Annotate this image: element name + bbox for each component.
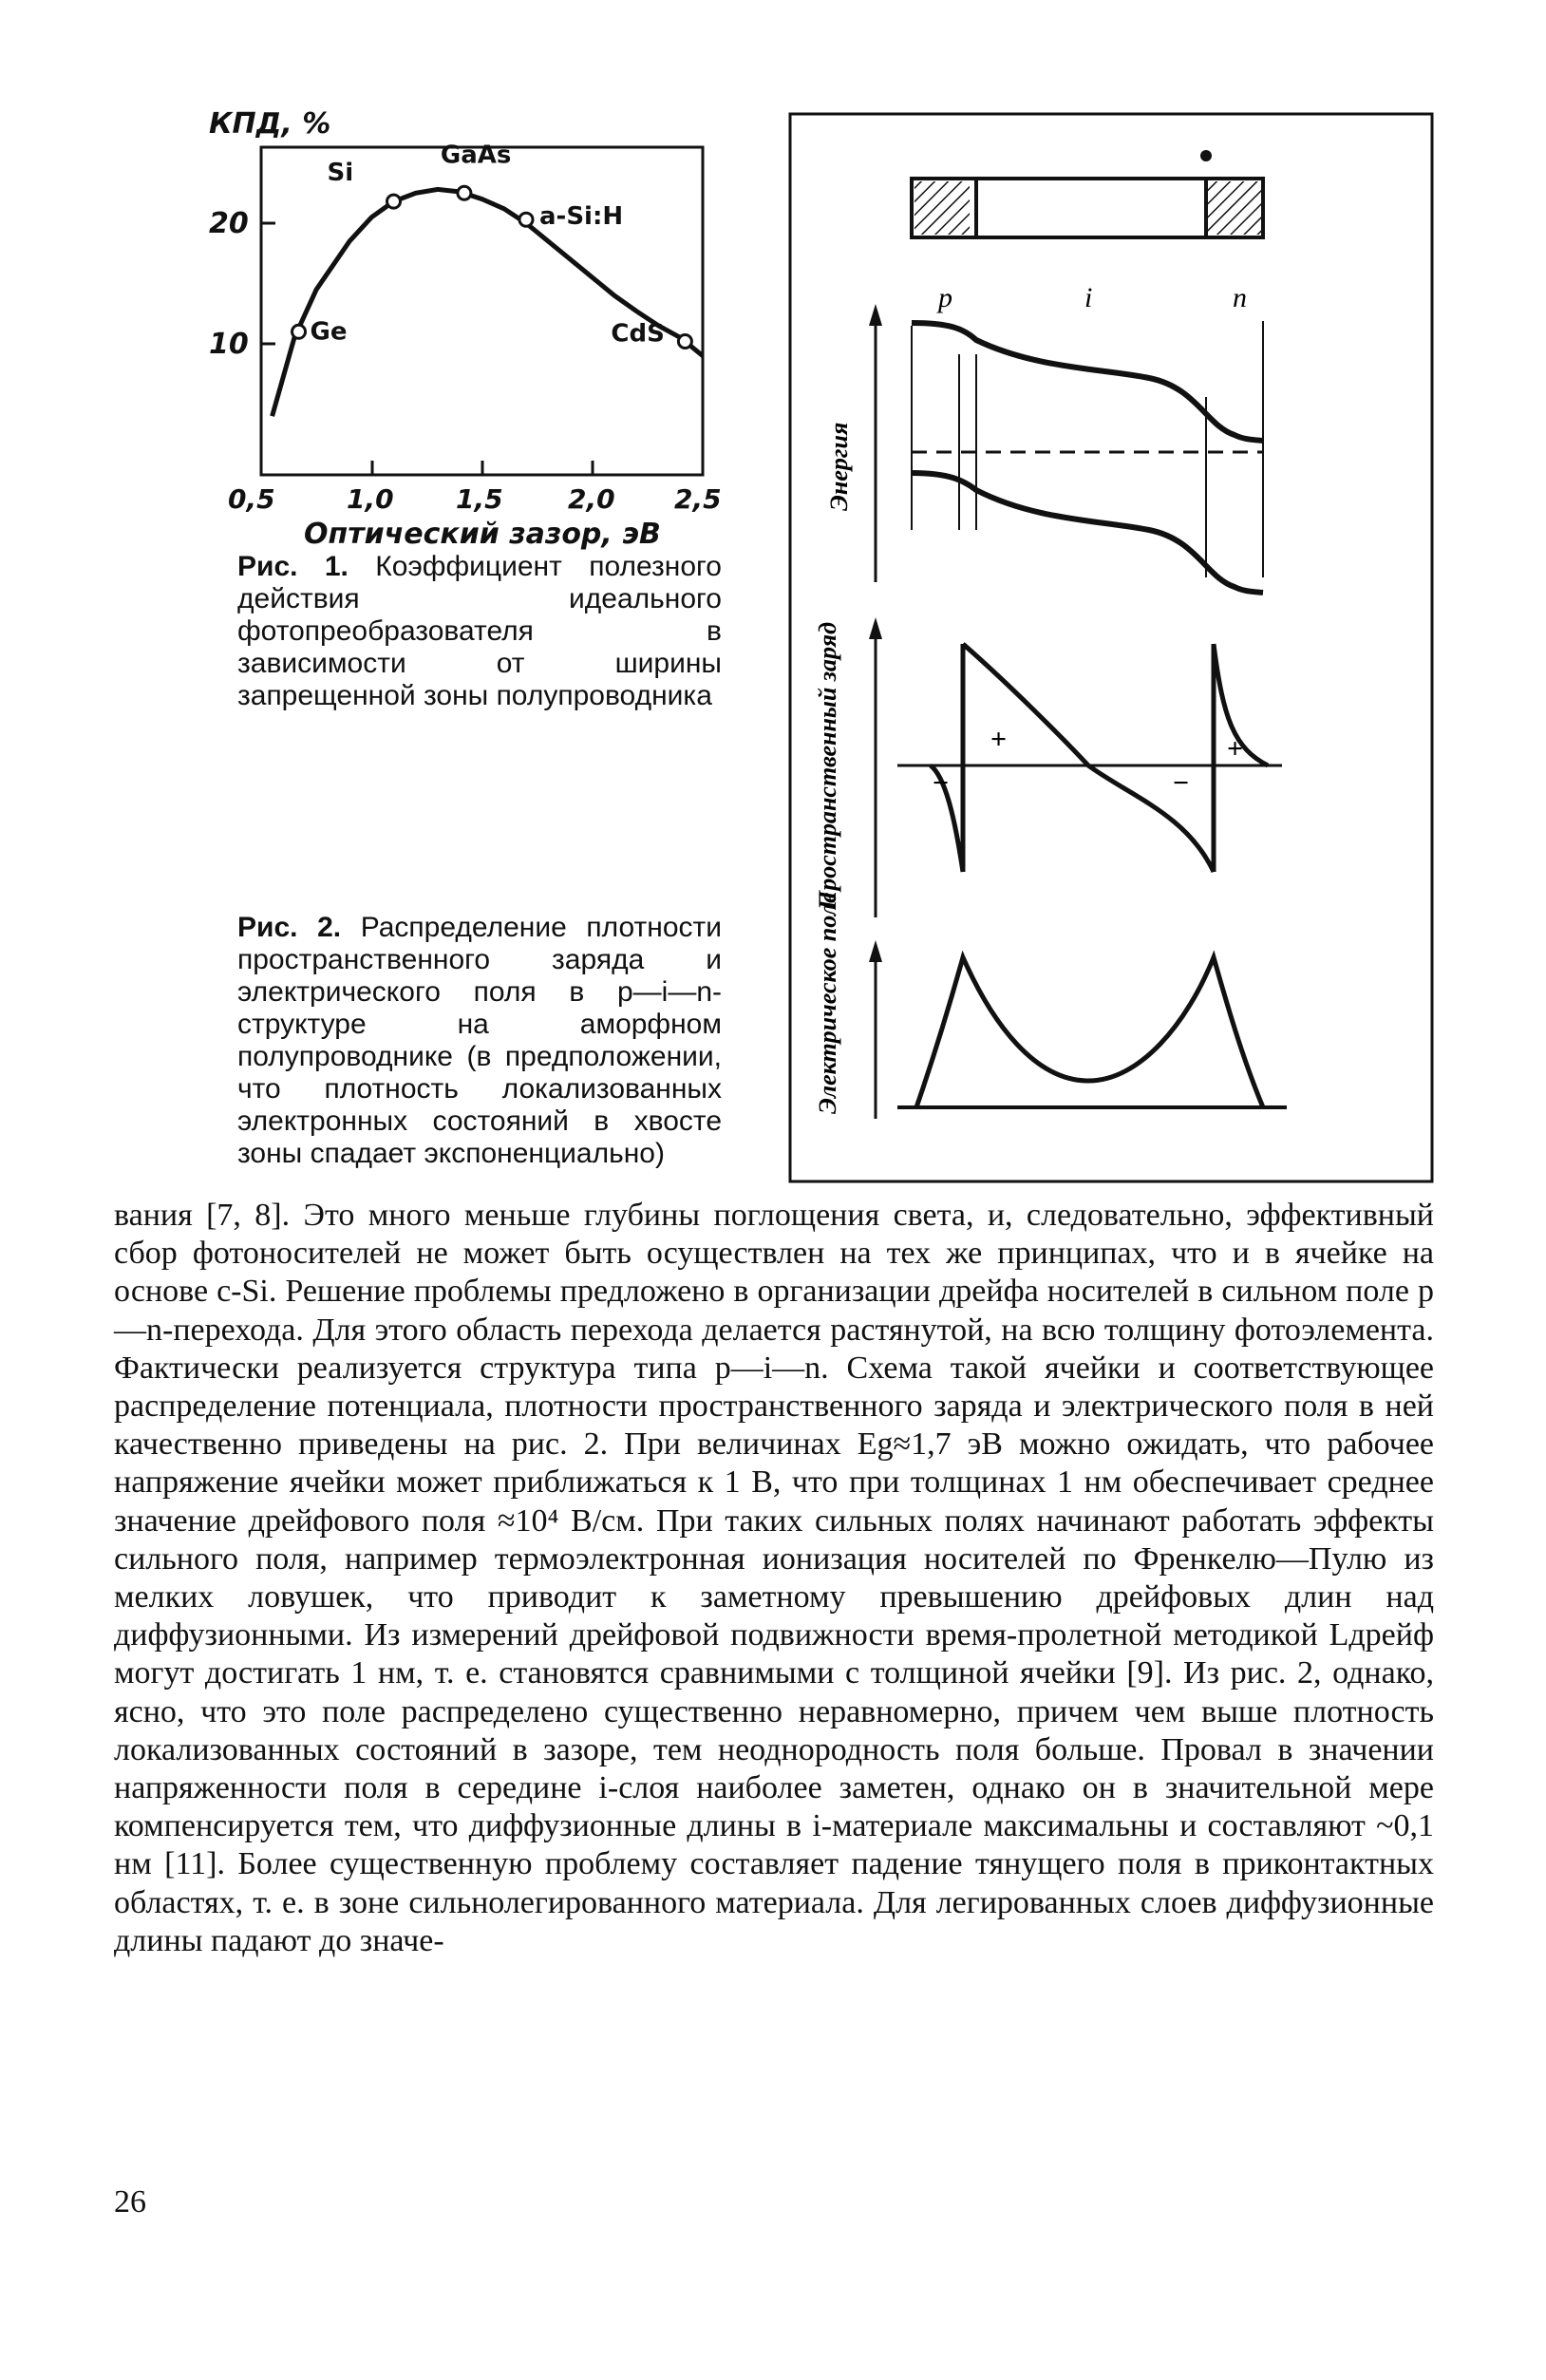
space-charge-axis-label: Пространственный заряд (814, 622, 841, 910)
field-axis-arrow (869, 940, 882, 962)
valence-band (912, 473, 1263, 593)
contact-dot (1200, 150, 1212, 161)
point-label-a-si-h: a-Si:H (539, 202, 624, 232)
plus-sign-left: + (990, 724, 1008, 755)
point-gaas (458, 186, 471, 199)
layer-label-n: n (1233, 282, 1247, 313)
field-axis-label: Электрическое поле (814, 892, 841, 1114)
point-label-ge: Ge (310, 317, 348, 347)
figure-1-caption-label: Рис. 1. (237, 551, 349, 582)
point-label-cds: CdS (611, 319, 665, 349)
x-tick-label-1-5: 1,5 (456, 483, 503, 515)
figure-2-caption-label: Рис. 2. (237, 912, 342, 943)
page-number: 26 (114, 2184, 146, 2219)
space-charge-axis-arrow (869, 617, 882, 639)
energy-axis-label: Энергия (825, 422, 853, 511)
efficiency-curve (273, 189, 703, 416)
x-tick-label-2-0: 2,0 (568, 483, 615, 515)
figure-1-caption-text: Коэффициент полезного действия идеального фотопреобразователя в зависимости от ширины запрещенной зоны полупроводника (237, 551, 722, 711)
point-a-si-h (519, 213, 533, 226)
minus-sign-left: − (933, 767, 950, 799)
figure-2-caption-text: Распределение плотности пространственного заряда и электрического поля в p—i—n-структуре на аморфном полупроводнике (в предположении, что плотность локализованных электронных состояний в хвосте зоны спадает экспоненциально) (237, 912, 722, 1169)
point-cds (678, 334, 691, 348)
figure-1-caption (237, 551, 722, 712)
y-axis-label: КПД, % (209, 107, 331, 141)
x-axis-label: Оптический зазор, эВ (304, 518, 661, 551)
p-layer (914, 181, 970, 235)
point-label-gaas: GaAs (440, 141, 512, 170)
layer-label-p: p (938, 282, 952, 313)
conduction-band (912, 323, 1263, 441)
n-layer (1206, 181, 1261, 235)
energy-axis-arrow (869, 304, 882, 326)
figure-2-diagram (788, 112, 1434, 1183)
x-tick-label-1-0: 1,0 (347, 483, 394, 515)
figure-2-frame (790, 114, 1432, 1181)
minus-sign-right: − (1173, 767, 1190, 799)
body-paragraph: вания [7, 8]. Это много меньше глубины поглощения света, и, следовательно, эффективный сбор фотоносителей не может быть осуществлен на тех же принципах, что и в ячейке на основе c-Si. Решение проблемы предложено в организации дрейфа носителей в сильном поле p—n-перехода. Для этого область перехода делается растянутой, на всю толщину фотоэлемента. Фактически реализуется структура типа p—i—n. Схема такой ячейки и соответствующее распределение потенциала, плотности пространственного заряда и электрического поля в ней качественно приведены на рис. 2. При величинах Eg≈1,7 эВ можно ожидать, что рабочее напряжение ячейки может приближаться к 1 В, что при толщинах 1 нм обеспечивает среднее значение дрейфового поля ≈10⁴ В/см. При таких сильных полях начинают работать эффекты сильного поля, например термоэлектронная ионизация носителей по Френкелю—Пулю из мелких ловушек, что приводит к заметному превышению дрейфовых длин над диффузионными. Из измерений дрейфовой подвижности время-пролетной методикой Lдрейф могут достигать 1 нм, т. е. становятся сравнимыми с толщиной ячейки [9]. Из рис. 2, однако, ясно, что это поле распределено существенно неравномерно, причем чем выше плотность локализованных состояний в зазоре, тем неоднородность поля больше. Провал в значении напряженности поля в середине i-слоя наиболее заметен, однако он в значительной мере компенсируется тем, что диффузионные длины в i-материале максимальны и составляют ~0,1 нм [11]. Более существенную проблему составляет падение тянущего поля в приконтактных областях, т. е. в зоне сильнолегированного материала. Для легированных слоев диффузионные длины падают до значе- (114, 1198, 1434, 1958)
point-label-si: Si (327, 159, 354, 188)
body-text (114, 1197, 1434, 1960)
x-tick-label-0-5: 0,5 (228, 483, 275, 515)
space-charge-i-curve (963, 644, 1214, 872)
electric-field-curve (916, 957, 1263, 1107)
layer-label-i: i (1084, 282, 1093, 313)
point-ge (292, 325, 306, 338)
point-si (387, 195, 401, 208)
y-tick-label-10: 10 (209, 328, 249, 361)
figure-2-caption (237, 912, 722, 1170)
x-tick-label-2-5: 2,5 (674, 483, 722, 515)
figure-1-chart (171, 104, 741, 551)
material-points (292, 141, 692, 348)
y-tick-label-20: 20 (209, 207, 249, 240)
plus-sign-right: + (1227, 733, 1244, 765)
